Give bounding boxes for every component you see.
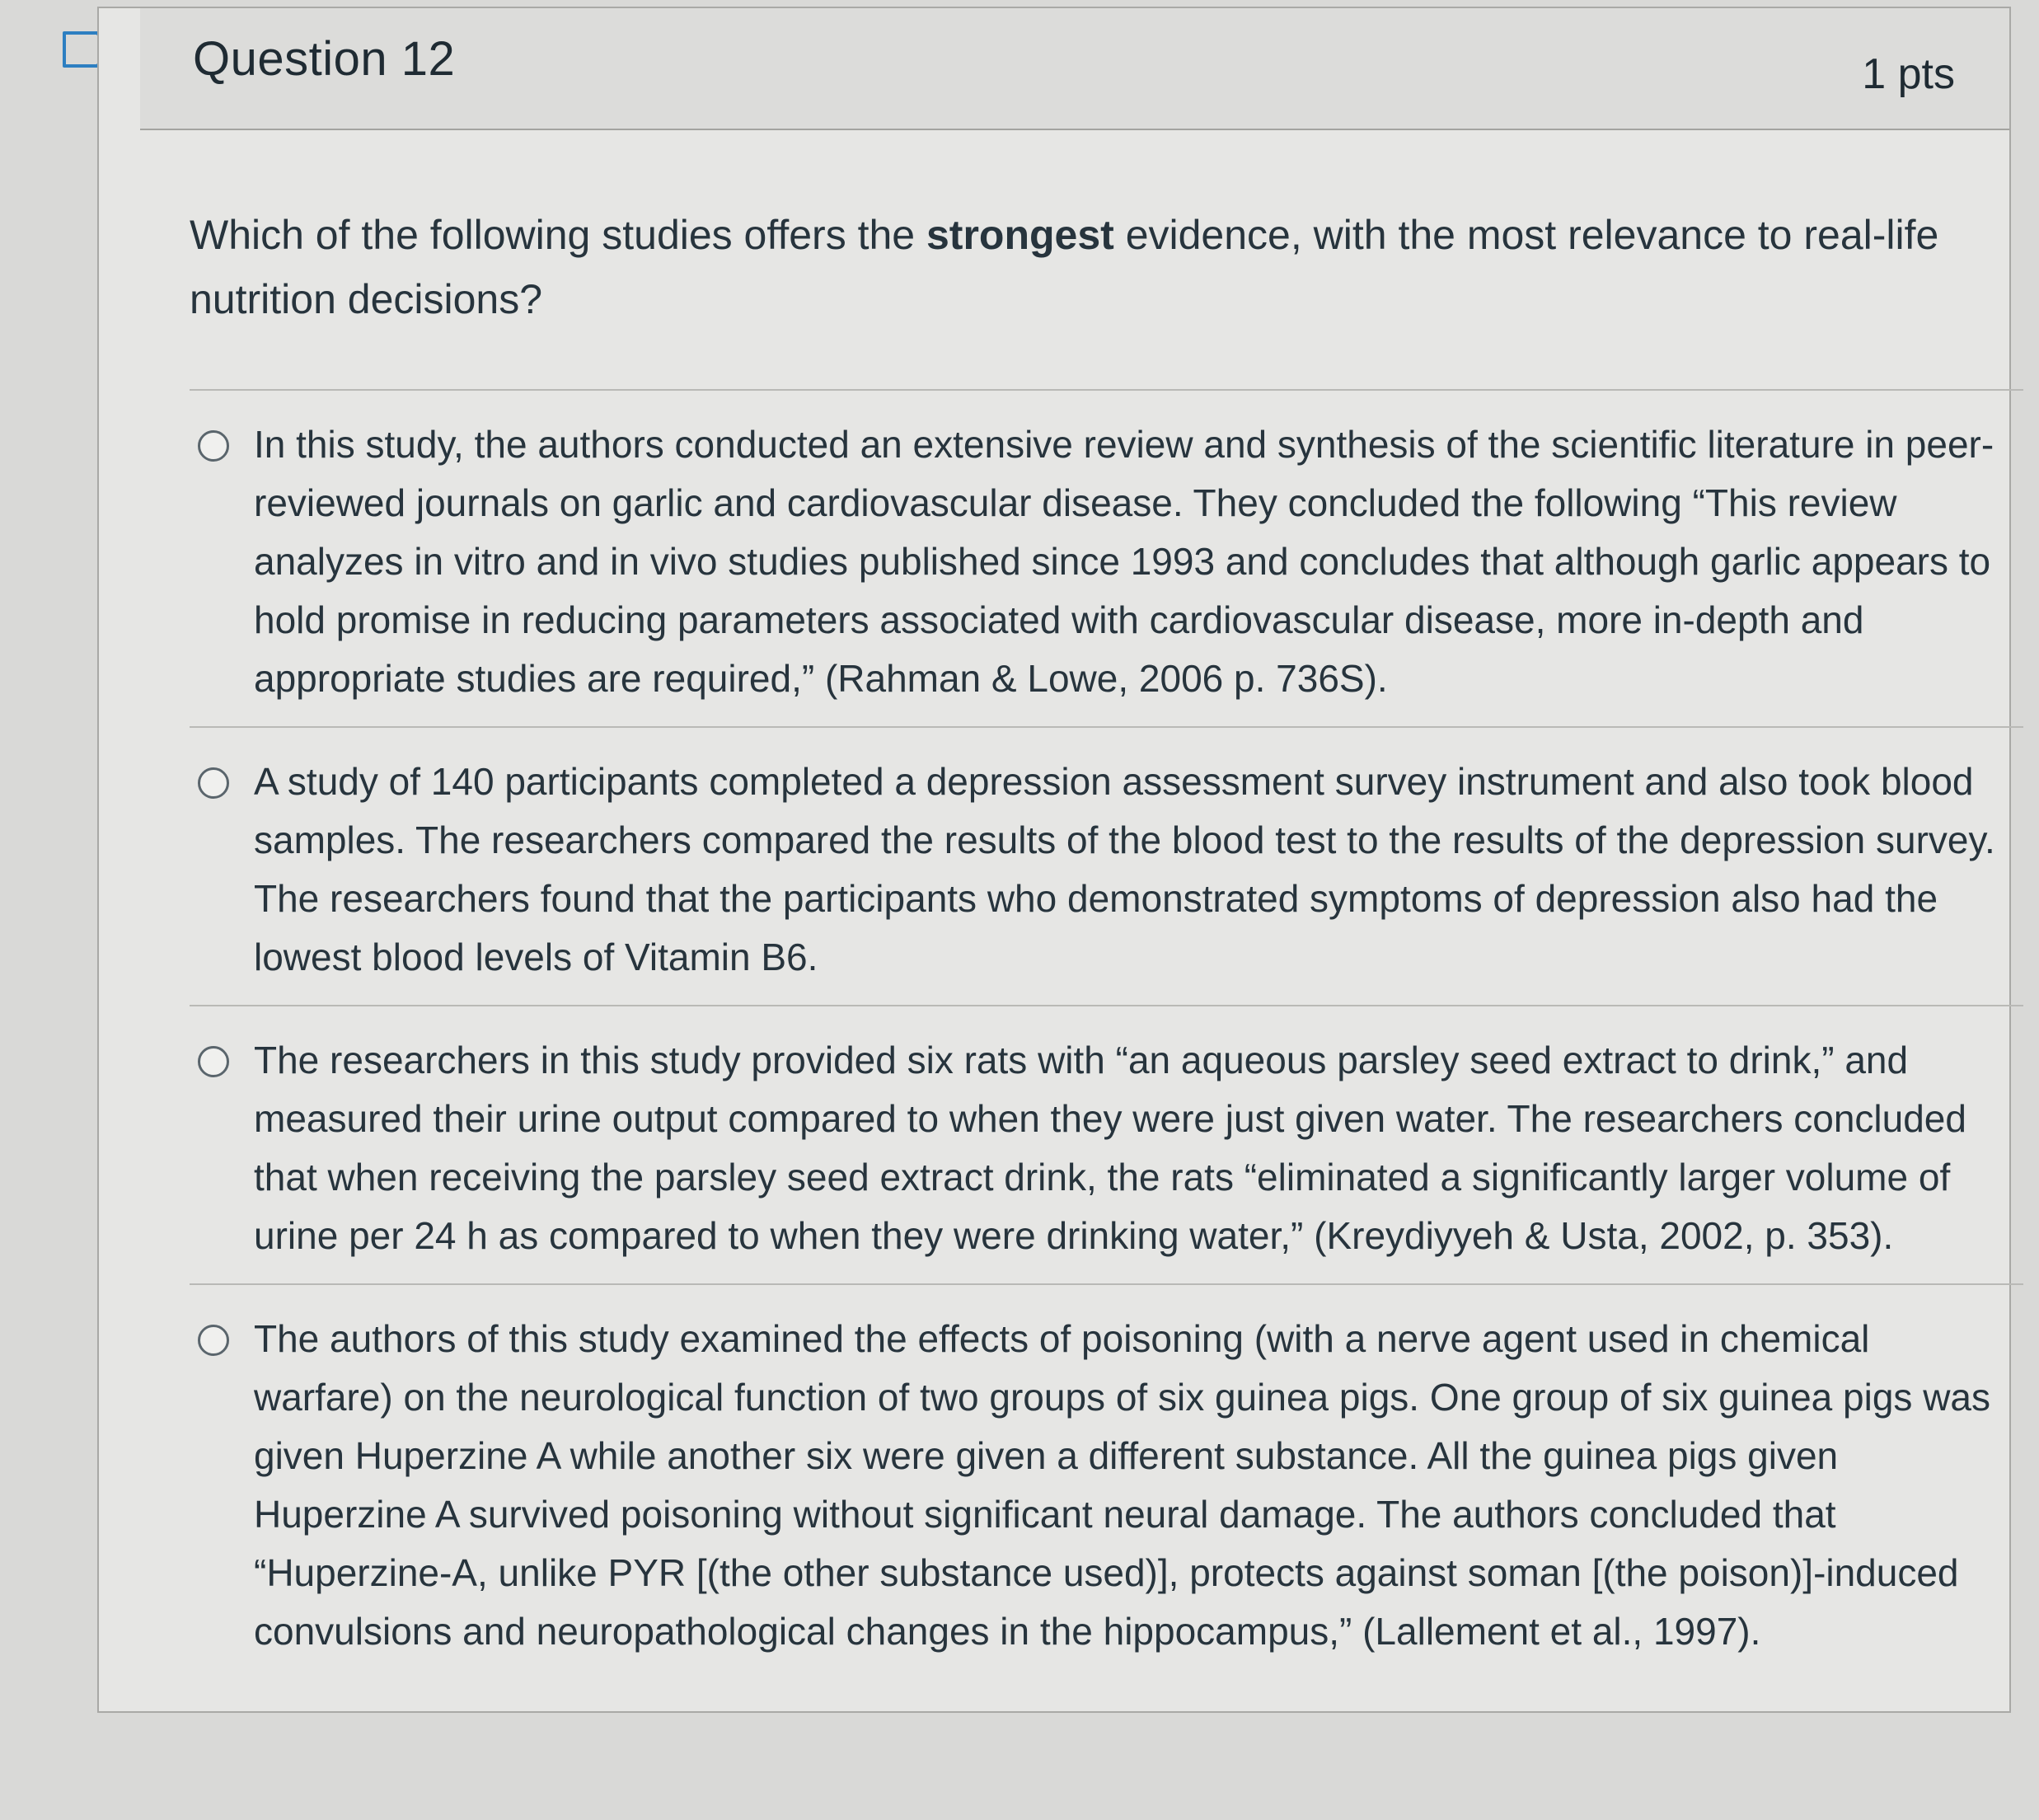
answer-radio-2[interactable] <box>198 767 229 799</box>
answer-radio-3[interactable] <box>198 1046 229 1077</box>
answer-text-2[interactable]: A study of 140 participants completed a depression assessment survey instrument and also took blood samples. The researchers compared the results of the blood test to the results of the depression survey. The researchers found that the participants who demonstrated symptoms of depression also had the lowest blood levels of Vitamin B6. <box>254 760 1995 978</box>
answer-option-2[interactable] <box>165 728 2023 1005</box>
question-text <box>190 203 2027 331</box>
question-points: 1 pts <box>1862 50 1955 98</box>
question-text-strong: strongest <box>926 212 1114 258</box>
answer-text-3[interactable]: The researchers in this study provided six rats with “an aqueous parsley seed extract to drink,” and measured their urine output compared to when they were just given water. The researchers concluded that when receiving the parsley seed extract drink, the rats “eliminated a significantly larger volume of urine per 24 h as compared to when they were drinking water,” (Kreydiyyeh & Usta, 2002, p. 353). <box>254 1039 1966 1257</box>
question-text-before: Which of the following studies offers the <box>190 212 926 258</box>
answer-text-1[interactable]: In this study, the authors conducted an extensive review and synthesis of the scientific literature in peer-reviewed journals on garlic and cardiovascular disease. They concluded the following “This review analyzes in vitro and in vivo studies published since 1993 and concludes that although garlic appears to hold promise in reducing parameters associated with cardiovascular disease, more in-depth and appropriate studies are required,” (Rahman & Lowe, 2006 p. 736S). <box>254 423 1994 700</box>
question-header <box>140 8 2009 130</box>
question-card <box>97 7 2011 1713</box>
answer-option-4[interactable] <box>165 1285 2023 1679</box>
answer-list <box>165 389 2023 1679</box>
answer-text-4[interactable]: The authors of this study examined the effects of poisoning (with a nerve agent used in chemical warfare) on the neurological function of two groups of six guinea pigs. One group of six guinea pigs was given Huperzine A while another six were given a different substance. All the guinea pigs given Huperzine A survived poisoning without significant neural damage. The authors concluded that “Huperzine-A, unlike PYR [(the other substance used)], protects against soman [(the poison)]-induced convulsions and neuropathological changes in the hippocampus,” (Lallement et al., 1997). <box>254 1317 1991 1653</box>
question-text-after: evidence, with the most relevance to real-life nutrition decisions? <box>190 212 1939 322</box>
answer-option-3[interactable] <box>165 1006 2023 1283</box>
answer-option-1[interactable] <box>165 391 2023 726</box>
question-title: Question 12 <box>193 32 456 86</box>
answer-radio-1[interactable] <box>198 430 229 462</box>
answer-radio-4[interactable] <box>198 1325 229 1356</box>
